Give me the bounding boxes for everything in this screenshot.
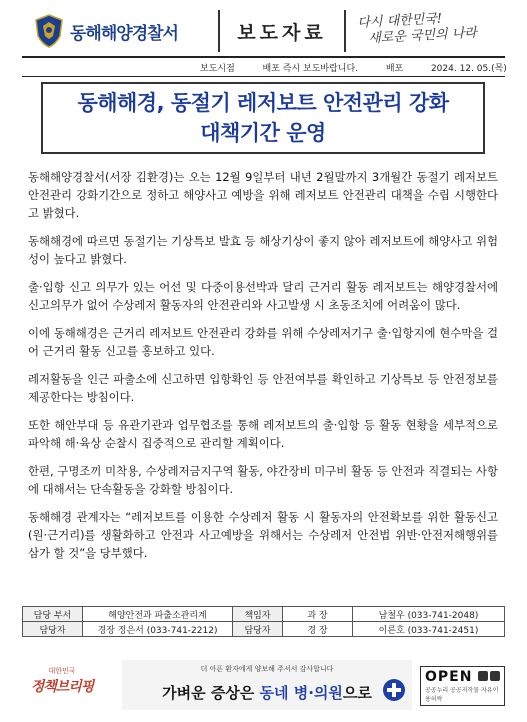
table-row — [23, 607, 505, 622]
responsible-title: 과 장 — [283, 607, 353, 622]
headline-line-2: 대책기간 운영 — [200, 121, 326, 145]
press-header — [22, 10, 505, 52]
paragraph: 이에 동해해경은 근거리 레저보트 안전관리 강화를 위해 수상레저기구 출·입항지에 현수막을 걸어 근거리 활동 신고를 홍보하고 있다. — [28, 326, 498, 358]
paragraph: 한편, 구명조끼 미착용, 수상레저금지구역 활동, 야간장비 미구비 활동 등 안전과 직결되는 사항에 대해서는 단속활동을 강화할 방침이다. — [28, 464, 498, 496]
release-instruction: 배포 즉시 보도바랍니다. — [262, 64, 359, 74]
slogan-line-2: 새로운 국민의 나라 — [367, 25, 478, 47]
org-block — [22, 10, 190, 52]
handler-name: 이른호 (033-741-2451) — [353, 622, 505, 637]
banner-top-text: 더 아픈 환자에게 양보해 주셔서 감사합니다 — [200, 665, 334, 673]
release-label: 보도시점 — [200, 64, 235, 74]
paragraph: 또한 해안부대 등 유관기관과 업무협조를 통해 레저보트의 출·입항 등 활동 현황을 세부적으로 파악해 해·육상 순찰시 집중적으로 관리할 계획이다. — [28, 418, 498, 450]
table-row — [23, 622, 505, 637]
dept-value: 해양안전과 파출소관리계 — [83, 607, 233, 622]
press-release-title: 보도자료 — [218, 10, 346, 52]
hospital-cross-icon — [382, 678, 406, 702]
contact-table — [22, 606, 505, 637]
brief-name: 정책브리핑 — [30, 679, 94, 695]
slogan-line-1: 다시 대한민국! — [357, 11, 443, 31]
banner-main-highlight: 동네 병·의원 — [259, 684, 343, 702]
release-date: 2024. 12. 05.(목) — [430, 64, 507, 74]
article-body — [28, 168, 498, 572]
person-label: 담당자 — [23, 622, 83, 637]
banner-main-pre: 가벼운 증상은 — [162, 684, 260, 702]
government-slogan — [357, 8, 506, 56]
banner-main-text — [122, 682, 412, 703]
headline-line-1: 동해해경, 동절기 레저보트 안전관리 강화 — [77, 91, 449, 115]
paragraph: 동해해양경찰서(서장 김환경)는 오는 12월 9일부터 내년 2월말까지 3개월간 동절기 레저보트 안전관리 강화기간으로 정하고 해양사고 예방을 위해 레저보트 안전관리 대책을 수립 시행한다고 밝혔다. — [28, 170, 498, 220]
release-info — [200, 61, 507, 74]
handler-title: 경 장 — [283, 622, 353, 637]
paragraph: 레저활동을 인근 파출소에 신고하면 입항확인 등 안전여부를 확인하고 기상특보 등 안전정보를 제공한다는 방침이다. — [28, 372, 498, 404]
open-license-badge — [420, 666, 505, 706]
person-value: 경장 정은서 (033-741-2212) — [83, 622, 233, 637]
coast-guard-emblem-icon — [34, 14, 64, 48]
license-type-icons — [478, 671, 500, 681]
paragraph: 동해해경 관계자는 “레저보트를 이용한 수상레저 활동 시 활동자의 안전확보를 위한 활동신고(원·근거리)를 생활화하고 안전과 사고예방을 위해서는 수상레저 안전법 위반·안전저해행위를 삼가 할 것”을 당부했다. — [28, 510, 498, 560]
brief-top-text: 대한민국 — [48, 667, 76, 675]
responsible-name: 남철우 (033-741-2048) — [353, 607, 505, 622]
footer — [22, 660, 505, 712]
policy-briefing-logo — [22, 666, 102, 696]
paragraph: 출·입항 신고 의무가 있는 어선 및 다중이용선박과 달리 근거리 활동 레저보트는 해양경찰서에 신고의무가 없어 수상레저 활동자의 안전관리와 사고발생 시 초동조치에 어려움이 많다. — [28, 280, 498, 312]
org-name: 동해해양경찰서 — [70, 23, 178, 44]
headline-box — [41, 82, 485, 154]
header-divider — [22, 56, 505, 58]
open-sub-text: 공공누리 공공저작물 자유이용허락 — [425, 687, 499, 703]
release-divider — [22, 76, 505, 77]
dept-label: 담당 부서 — [23, 607, 83, 622]
responsible-label: 책임자 — [233, 607, 283, 622]
license-commercial-icon — [490, 671, 500, 681]
license-attribution-icon — [478, 671, 488, 681]
handler-label: 담당자 — [233, 622, 283, 637]
campaign-banner — [122, 660, 412, 710]
open-word: OPEN — [425, 669, 473, 685]
paragraph: 동해해경에 따르면 동절기는 기상특보 발효 등 해상기상이 좋지 않아 레저보트에 해양사고 위험성이 높다고 밝혔다. — [28, 234, 498, 266]
banner-main-post: 으로 — [342, 684, 372, 702]
release-date-label: 배포 — [385, 64, 404, 74]
